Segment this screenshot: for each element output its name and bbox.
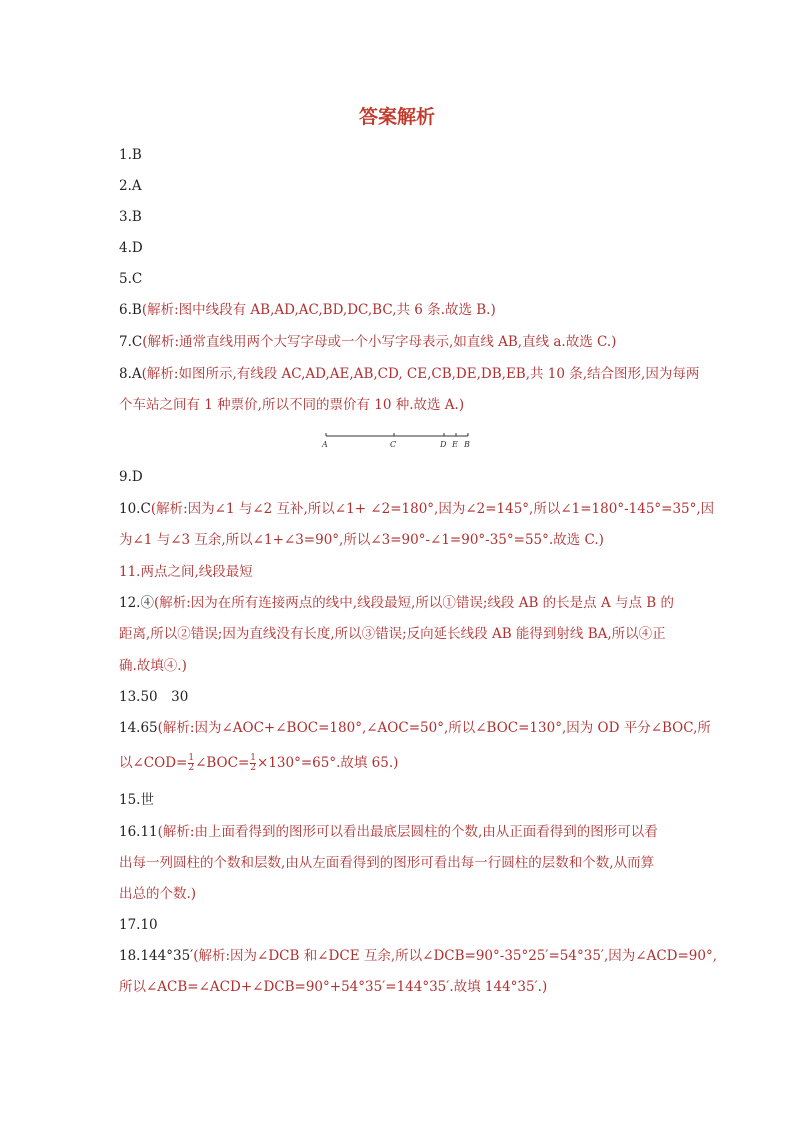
answer-7-number: 7.C [119, 334, 143, 350]
answer-6 [119, 300, 679, 320]
answer-7-explanation: (解析:通常直线用两个大写字母或一个小写字母表示,如直线 AB,直线 a.故选 C.) [142, 334, 617, 350]
answer-1: 1.B [119, 147, 142, 163]
answer-16-explanation-1: (解析:由上面看得到的图形可以看出最底层圆柱的个数,由从正面看得到的图形可以看 [157, 824, 658, 840]
segment-figure [318, 428, 476, 452]
answer-16-number: 16.11 [119, 824, 158, 840]
point-label-c: C [390, 440, 397, 449]
answer-14-explanation-1: (解析:因为∠AOC+∠BOC=180°,∠AOC=50°,所以∠BOC=130°,因为 OD 平分∠BOC,所 [157, 720, 711, 736]
answer-6-explanation: (解析:图中线段有 AB,AD,AC,BD,DC,BC,共 6 条.故选 B.) [141, 302, 496, 318]
answer-14-number: 14.65 [119, 720, 158, 736]
answer-16-line-2 [119, 853, 679, 873]
answer-15: 15.世 [119, 792, 154, 808]
answer-12-explanation-3: 确.故填④.) [119, 658, 187, 674]
fraction-half-2 [250, 754, 256, 773]
answer-14-line-2 [119, 753, 679, 773]
answer-10-line-2 [119, 530, 679, 550]
answer-12-number: 12.④ [119, 595, 154, 611]
answer-14-explanation-2c: ×130°=65°.故填 65.) [257, 755, 399, 771]
answer-18-line-1 [119, 946, 718, 966]
fraction-numerator: 1 [250, 753, 257, 763]
answer-11: 11.两点之间,线段最短 [119, 564, 253, 580]
answer-18-explanation-1: (解析:因为∠DCB 和∠DCE 互余,所以∠DCB=90°-35°25′=54°35′,因为∠ACD=90°, [193, 948, 718, 964]
answer-18-explanation-2: 所以∠ACB=∠ACD+∠DCB=90°+54°35′=144°35′.故填 144°35′.) [119, 979, 548, 995]
answer-14-line-1 [119, 718, 711, 738]
answer-18-line-2 [119, 977, 679, 997]
fraction-denominator: 2 [250, 763, 257, 773]
answer-12-line-1 [119, 593, 679, 613]
answer-12-line-2 [119, 624, 679, 644]
answer-16-line-1 [119, 822, 679, 842]
answer-8-line-2 [119, 395, 679, 415]
answer-10-number: 10.C [119, 501, 151, 517]
fraction-numerator: 1 [188, 753, 195, 763]
answer-12-line-3 [119, 656, 679, 676]
answer-3: 3.B [119, 209, 142, 225]
point-label-a: A [322, 440, 328, 449]
answer-6-number: 6.B [119, 302, 142, 318]
fraction-half-1 [188, 754, 194, 773]
answer-7 [119, 332, 679, 352]
answer-16-explanation-3: 出总的个数.) [119, 886, 197, 902]
page-title: 答案解析 [358, 106, 435, 128]
answer-13: 13.50 30 [119, 689, 189, 705]
point-label-e: E [452, 440, 458, 449]
answer-8-explanation-1: (解析:如图所示,有线段 AC,AD,AE,AB,CD, CE,CB,DE,DB,EB,共 10 条,结合图形,因为每两 [141, 366, 700, 382]
answer-14-explanation-2a: 以∠COD= [119, 755, 188, 771]
answer-12-explanation-1: (解析:因为在所有连接两点的线中,线段最短,所以①错误;线段 AB 的长是点 A 与点 B 的 [153, 595, 675, 611]
answer-9: 9.D [119, 469, 143, 485]
answer-16-line-3 [119, 884, 679, 904]
answer-14-explanation-2b: ∠BOC= [195, 755, 250, 771]
answer-12-explanation-2: 距离,所以②错误;因为直线没有长度,所以③错误;反向延长线段 AB 能得到射线 BA,所以④正 [119, 626, 666, 642]
answer-18-number: 18.144°35′ [119, 948, 194, 964]
answer-10-line-1 [119, 499, 715, 519]
answer-16-explanation-2: 出每一列圆柱的个数和层数,由从左面看得到的图形可看出每一行圆柱的层数和个数,从而算 [119, 855, 655, 871]
answer-8-line-1 [119, 364, 700, 384]
answer-5: 5.C [119, 271, 143, 287]
point-label-b: B [464, 440, 470, 449]
answer-2: 2.A [119, 178, 142, 194]
answer-10-explanation-1: (解析:因为∠1 与∠2 互补,所以∠1+ ∠2=180°,因为∠2=145°,所以∠1=180°-145°=35°,因 [150, 501, 715, 517]
answer-17: 17.10 [119, 917, 158, 933]
answer-8-number: 8.A [119, 366, 142, 382]
answer-8-explanation-2: 个车站之间有 1 种票价,所以不同的票价有 10 种.故选 A.) [119, 397, 465, 413]
answer-4: 4.D [119, 240, 143, 256]
fraction-denominator: 2 [188, 763, 195, 773]
answer-10-explanation-2: 为∠1 与∠3 互余,所以∠1+∠3=90°,所以∠3=90°-∠1=90°-35°=55°.故选 C.) [119, 532, 604, 548]
point-label-d: D [440, 440, 447, 449]
